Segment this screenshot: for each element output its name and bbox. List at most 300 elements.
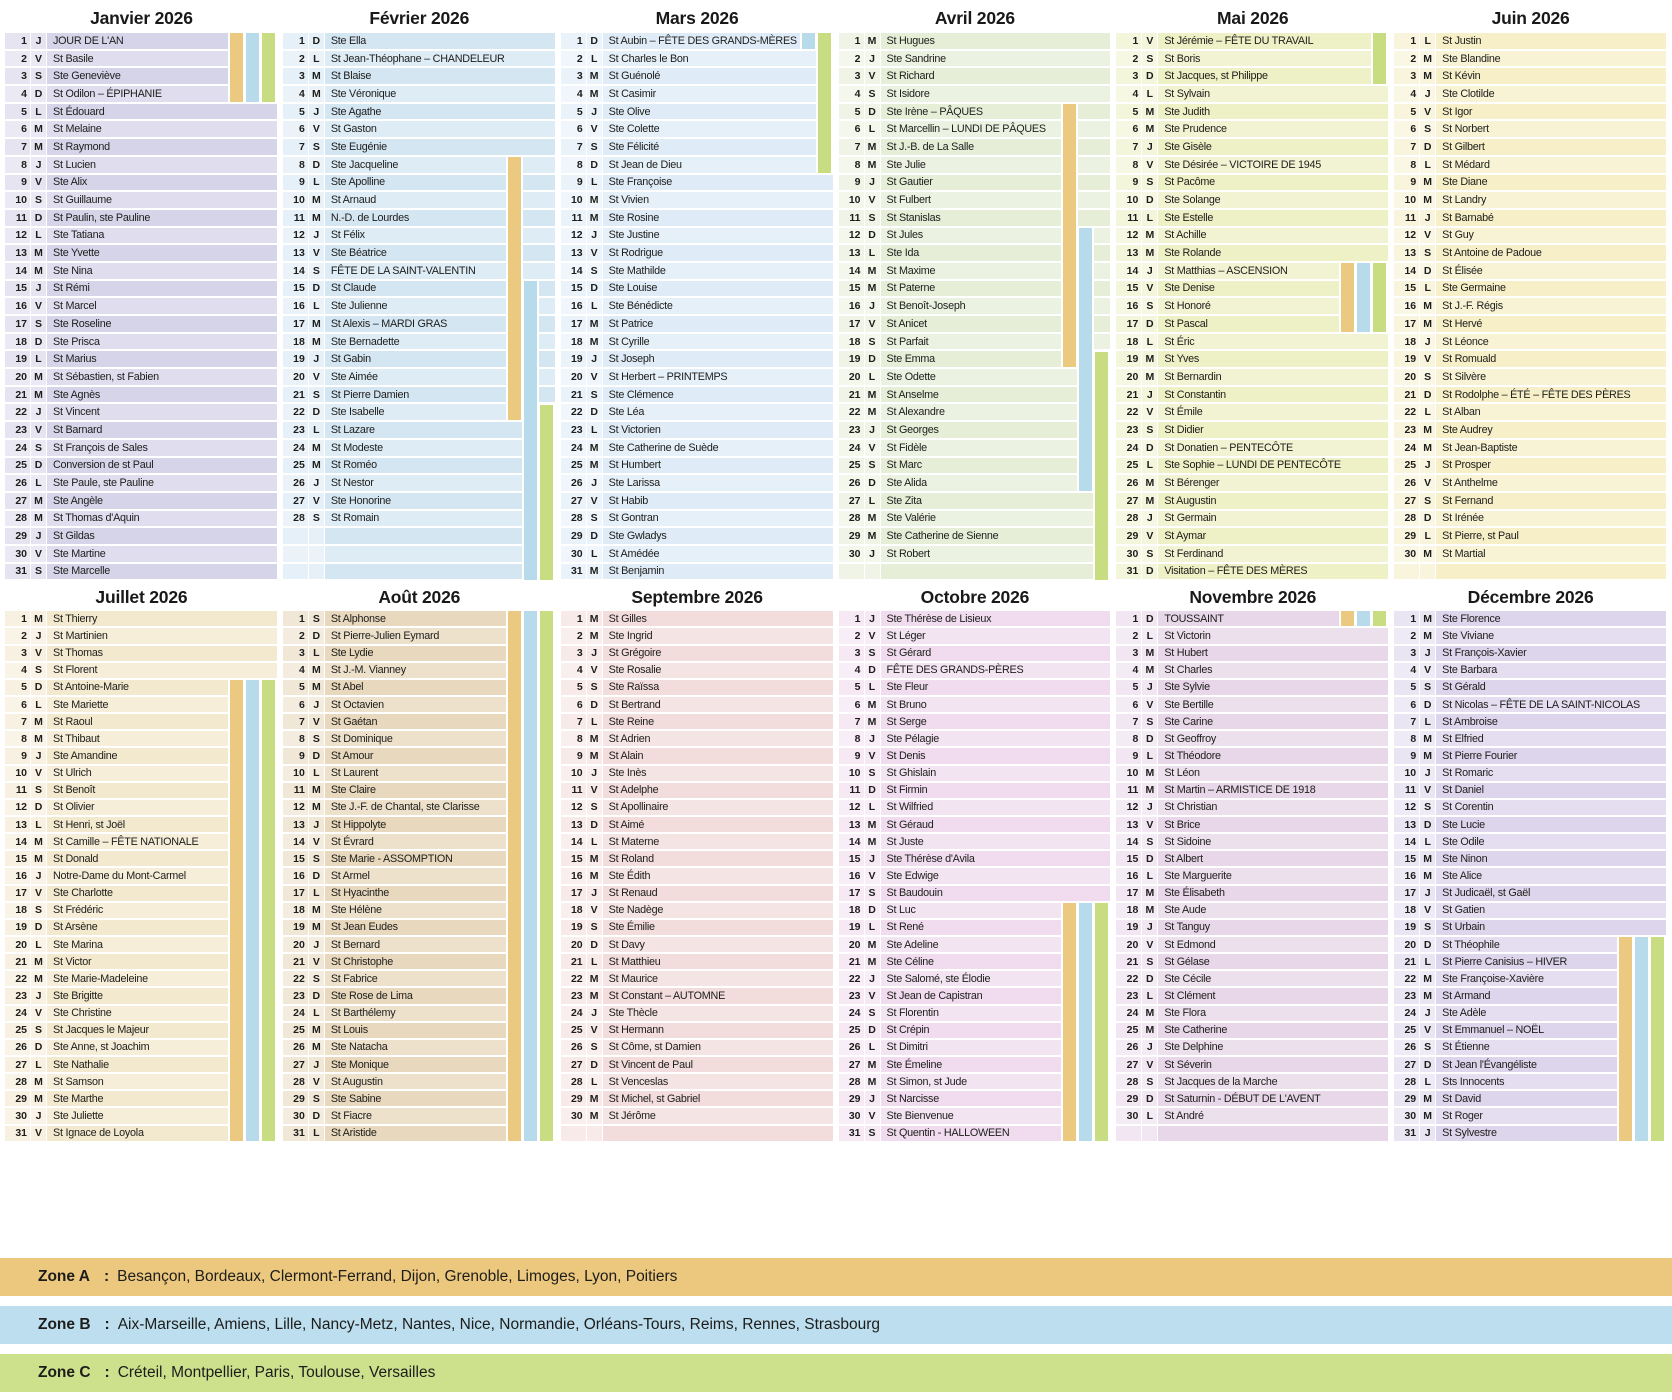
day-letter: M [1420, 192, 1435, 208]
day-letter: J [865, 546, 880, 562]
day-number: 1 [5, 611, 30, 626]
day-row [839, 85, 1112, 103]
day-letter: L [587, 714, 602, 729]
day-number: 20 [283, 369, 308, 385]
day-number: 27 [561, 1057, 586, 1072]
day-number: 8 [1394, 731, 1419, 746]
day-row [1394, 627, 1667, 644]
day-row [1116, 936, 1389, 953]
day-row [1116, 368, 1389, 386]
day-letter: L [587, 834, 602, 849]
saint-name: St Pierre Fourier [1436, 748, 1666, 763]
day-letter: M [587, 988, 602, 1003]
day-row [283, 120, 556, 138]
saint-name: Ste Françoise [603, 175, 833, 191]
day-number: 15 [5, 851, 30, 866]
day-row [561, 244, 834, 262]
day-number: 30 [839, 546, 864, 562]
day-letter: D [865, 475, 880, 491]
day-number: 6 [1394, 121, 1419, 137]
saint-name: Ste Hélène [325, 903, 555, 918]
day-letter: M [587, 334, 602, 350]
saint-name: Ste Sylvie [1158, 680, 1388, 695]
day-row [1116, 120, 1389, 138]
saint-name: Ste Thérèse de Lisieux [881, 611, 1111, 626]
day-letter [309, 564, 324, 580]
holiday-stripe-zone-a [508, 611, 521, 1141]
saint-name: Notre-Dame du Mont-Carmel [47, 868, 277, 883]
day-letter: M [587, 731, 602, 746]
saint-name: St Laurent [325, 766, 555, 781]
day-row [1116, 563, 1389, 581]
day-row [5, 262, 278, 280]
day-row [5, 244, 278, 262]
day-letter: V [865, 628, 880, 643]
saint-name: Ste Solange [1158, 192, 1388, 208]
day-number: 21 [1116, 387, 1141, 403]
day-letter: M [1420, 731, 1435, 746]
saint-name: St Dominique [325, 731, 555, 746]
day-letter: S [309, 1091, 324, 1106]
saint-name: Ste Julienne [325, 298, 555, 314]
holiday-stripe-zone-c [1373, 33, 1386, 84]
saint-name: Ste Monique [325, 1057, 555, 1072]
day-row [1394, 368, 1667, 386]
day-letter: D [587, 528, 602, 544]
saint-name: St Urbain [1436, 920, 1666, 935]
day-number: 23 [561, 988, 586, 1003]
day-number: 2 [1394, 51, 1419, 67]
day-number [283, 546, 308, 562]
day-row [5, 333, 278, 351]
month-2 [283, 6, 556, 580]
month-1 [5, 6, 278, 580]
day-number: 11 [5, 210, 30, 226]
day-number: 8 [839, 157, 864, 173]
day-row [1116, 970, 1389, 987]
day-letter: V [587, 245, 602, 261]
day-letter: M [587, 748, 602, 763]
day-row [1116, 799, 1389, 816]
day-number: 2 [1116, 51, 1141, 67]
day-number: 5 [1394, 104, 1419, 120]
saint-name: St Arsène [47, 920, 277, 935]
day-letter: V [1420, 104, 1435, 120]
day-number: 16 [1116, 298, 1141, 314]
day-row [1116, 457, 1389, 475]
day-number: 27 [1394, 493, 1419, 509]
saint-name: St François de Sales [47, 440, 277, 456]
day-letter: J [31, 281, 46, 297]
saint-name: Ste Paule, ste Pauline [47, 475, 277, 491]
day-number: 10 [561, 192, 586, 208]
day-letter: V [587, 369, 602, 385]
day-number: 10 [5, 766, 30, 781]
day-letter [1142, 1126, 1157, 1141]
day-letter: M [31, 611, 46, 626]
day-row [283, 32, 556, 50]
saint-name: St Martin – ARMISTICE DE 1918 [1158, 783, 1388, 798]
day-number: 10 [1116, 766, 1141, 781]
day-letter: S [1142, 546, 1157, 562]
day-row [1394, 120, 1667, 138]
day-number: 14 [283, 263, 308, 279]
holiday-stripe-zone-b [802, 33, 815, 49]
day-number: 3 [283, 646, 308, 661]
day-number: 30 [1394, 546, 1419, 562]
day-letter: J [1420, 334, 1435, 350]
day-letter: S [31, 316, 46, 332]
day-number: 9 [561, 175, 586, 191]
saint-name: St Simon, st Jude [881, 1074, 1111, 1089]
day-number: 28 [1394, 511, 1419, 527]
saint-name: Ste Germaine [1436, 281, 1666, 297]
saint-name: Ste Prudence [1158, 121, 1388, 137]
saint-name: St Hyacinthe [325, 886, 555, 901]
saint-name: St Charles le Bon [603, 51, 833, 67]
day-number: 14 [839, 263, 864, 279]
saint-name: Ste Catherine [1158, 1023, 1388, 1038]
day-number: 11 [1116, 210, 1141, 226]
day-letter: M [1142, 766, 1157, 781]
day-letter: V [31, 422, 46, 438]
day-row [1394, 156, 1667, 174]
day-letter: M [865, 281, 880, 297]
day-letter: S [309, 263, 324, 279]
day-row [561, 885, 834, 902]
holiday-stripe-zone-a [1063, 104, 1076, 368]
day-letter: M [309, 1040, 324, 1055]
saint-name: St Armand [1436, 988, 1666, 1003]
saint-name: St Pierre, st Paul [1436, 528, 1666, 544]
day-number: 29 [1394, 528, 1419, 544]
saint-name: St Gildas [47, 528, 277, 544]
day-letter [309, 546, 324, 562]
day-letter: M [309, 680, 324, 695]
day-row [561, 492, 834, 510]
day-number: 18 [561, 334, 586, 350]
day-number: 1 [1394, 611, 1419, 626]
saint-name: Ste Roseline [47, 316, 277, 332]
saint-name: St Marc [881, 458, 1111, 474]
day-letter: D [865, 228, 880, 244]
saint-name: St Daniel [1436, 783, 1666, 798]
day-number: 1 [561, 611, 586, 626]
saint-name: St Jean l'Évangéliste [1436, 1057, 1666, 1072]
day-number: 26 [1394, 1040, 1419, 1055]
day-letter: D [31, 210, 46, 226]
day-letter: V [865, 316, 880, 332]
saint-name: St Prosper [1436, 458, 1666, 474]
saint-name: St Boris [1158, 51, 1388, 67]
day-number: 5 [5, 680, 30, 695]
saint-name: Ste Bertille [1158, 697, 1388, 712]
day-letter: S [1420, 1040, 1435, 1055]
saint-name [325, 528, 555, 544]
saint-name: St Gatien [1436, 903, 1666, 918]
day-number: 18 [5, 334, 30, 350]
saint-name: St Ignace de Loyola [47, 1126, 277, 1141]
day-letter: V [865, 868, 880, 883]
day-number: 1 [839, 33, 864, 49]
saint-name: Ste Justine [603, 228, 833, 244]
day-number: 18 [1116, 334, 1141, 350]
day-number: 9 [1116, 748, 1141, 763]
day-letter: S [865, 1006, 880, 1021]
day-number: 10 [839, 766, 864, 781]
saint-name: Ste Thècle [603, 1006, 833, 1021]
day-row [1116, 1090, 1389, 1107]
day-letter: J [31, 1108, 46, 1123]
day-row [561, 953, 834, 970]
day-letter: M [31, 971, 46, 986]
saint-name: St Igor [1436, 104, 1666, 120]
day-row [1116, 833, 1389, 850]
saint-name: Ste Alix [47, 175, 277, 191]
day-number: 2 [283, 628, 308, 643]
saint-name: Ste Gwladys [603, 528, 833, 544]
day-number: 4 [561, 86, 586, 102]
day-row [1394, 138, 1667, 156]
day-row [561, 333, 834, 351]
saint-name: Ste Édith [603, 868, 833, 883]
saint-name: Ste Adeline [881, 937, 1111, 952]
day-number: 12 [1394, 228, 1419, 244]
saint-name: St Robert [881, 546, 1111, 562]
day-number: 17 [1116, 316, 1141, 332]
day-letter: M [587, 611, 602, 626]
day-letter: V [31, 1126, 46, 1141]
day-letter: V [587, 783, 602, 798]
saint-name: St Martial [1436, 546, 1666, 562]
day-letter: L [31, 1057, 46, 1072]
saint-name: Ste Claire [325, 783, 555, 798]
day-row [5, 627, 278, 644]
day-row [1116, 953, 1389, 970]
day-row [1116, 156, 1389, 174]
day-row [283, 50, 556, 68]
day-number: 5 [839, 680, 864, 695]
day-letter: V [1142, 33, 1157, 49]
day-row [1394, 816, 1667, 833]
day-row [1116, 67, 1389, 85]
day-number: 22 [561, 971, 586, 986]
day-letter: L [865, 800, 880, 815]
month-day-grid [5, 610, 278, 1141]
day-row [561, 679, 834, 696]
day-number: 23 [1394, 422, 1419, 438]
day-row [5, 421, 278, 439]
day-letter: M [309, 210, 324, 226]
day-number: 27 [839, 1057, 864, 1072]
day-number: 16 [839, 868, 864, 883]
day-letter: M [865, 404, 880, 420]
saint-name: St Alexis – MARDI GRAS [325, 316, 555, 332]
zone-a-label: Zone A [38, 1268, 90, 1285]
day-number: 5 [1394, 680, 1419, 695]
day-number: 7 [283, 714, 308, 729]
day-letter: V [1420, 663, 1435, 678]
day-row [5, 474, 278, 492]
month-5 [1116, 6, 1389, 580]
day-letter: M [309, 334, 324, 350]
saint-name: St Materne [603, 834, 833, 849]
day-row [1116, 713, 1389, 730]
day-row [1116, 32, 1389, 50]
day-number: 15 [1116, 851, 1141, 866]
saint-name: St Louis [325, 1023, 555, 1038]
saint-name: St Guénolé [603, 68, 833, 84]
saint-name: St Baudouin [881, 886, 1111, 901]
day-letter: S [31, 192, 46, 208]
saint-name: St Raymond [47, 139, 277, 155]
day-row [5, 120, 278, 138]
day-number: 23 [1394, 988, 1419, 1003]
day-letter: S [587, 1040, 602, 1055]
holiday-stripe-zone-c [1095, 903, 1108, 1141]
day-row [561, 510, 834, 528]
saint-name: Ste Sophie – LUNDI DE PENTECÔTE [1158, 458, 1388, 474]
day-row [561, 368, 834, 386]
empty-row [1116, 1125, 1389, 1142]
saint-name: Ste Juliette [47, 1108, 277, 1123]
saint-name: St Denis [881, 748, 1111, 763]
day-number: 17 [1394, 886, 1419, 901]
day-number: 16 [839, 298, 864, 314]
day-letter: L [309, 298, 324, 314]
day-letter: L [31, 228, 46, 244]
day-number: 21 [5, 954, 30, 969]
saint-name: Ste Fleur [881, 680, 1111, 695]
saint-name: Ste Odette [881, 369, 1111, 385]
saint-name: St Irénée [1436, 511, 1666, 527]
day-letter: S [309, 851, 324, 866]
zone-c-colon: : [104, 1364, 110, 1381]
day-letter: M [309, 1023, 324, 1038]
day-number: 14 [5, 263, 30, 279]
day-row [5, 103, 278, 121]
day-letter: S [1420, 121, 1435, 137]
day-number: 24 [283, 1006, 308, 1021]
day-number: 1 [1394, 33, 1419, 49]
day-letter: J [31, 33, 46, 49]
day-number: 28 [1116, 1074, 1141, 1089]
day-letter: L [865, 245, 880, 261]
day-letter: L [865, 493, 880, 509]
day-number: 1 [839, 611, 864, 626]
day-row [839, 421, 1112, 439]
day-row [561, 403, 834, 421]
zone-a-band [0, 1258, 1672, 1296]
day-letter: L [1142, 458, 1157, 474]
day-row [561, 627, 834, 644]
day-number: 21 [1116, 954, 1141, 969]
day-number: 13 [561, 817, 586, 832]
day-row [839, 799, 1112, 816]
day-number [1116, 1126, 1141, 1141]
day-number: 28 [1394, 1074, 1419, 1089]
day-letter: M [865, 954, 880, 969]
saint-name: St Florentin [881, 1006, 1111, 1021]
day-letter: V [1142, 404, 1157, 420]
saint-name: St Évrard [325, 834, 555, 849]
day-number: 18 [839, 334, 864, 350]
day-number: 1 [1116, 33, 1141, 49]
day-row [561, 315, 834, 333]
day-row [1116, 627, 1389, 644]
day-letter: V [1420, 903, 1435, 918]
day-number: 12 [839, 800, 864, 815]
day-number: 14 [1394, 263, 1419, 279]
saint-name: St Isidore [881, 86, 1111, 102]
saint-name: Ste Florence [1436, 611, 1666, 626]
saint-name: St Pierre Damien [325, 387, 555, 403]
saint-name: St Maxime [881, 263, 1111, 279]
day-letter: J [865, 1091, 880, 1106]
day-row [1116, 191, 1389, 209]
day-row [5, 280, 278, 298]
day-number: 12 [561, 228, 586, 244]
day-number: 5 [283, 104, 308, 120]
saint-name: Ste Céline [881, 954, 1111, 969]
saint-name: St Samson [47, 1074, 277, 1089]
saint-name: St Henri, st Joël [47, 817, 277, 832]
saint-name: Ste Clémence [603, 387, 833, 403]
holiday-stripe-zone-c [540, 405, 553, 580]
day-number: 29 [1116, 528, 1141, 544]
day-row [561, 50, 834, 68]
holiday-stripe-zone-b [1357, 611, 1370, 626]
day-row [1394, 32, 1667, 50]
day-row [561, 32, 834, 50]
saint-name: St Amour [325, 748, 555, 763]
day-number: 19 [1116, 351, 1141, 367]
day-letter: D [587, 281, 602, 297]
saint-name: Ste Flora [1158, 1006, 1388, 1021]
day-row [5, 209, 278, 227]
day-row [1394, 492, 1667, 510]
saint-name: St Stanislas [881, 210, 1111, 226]
day-row [839, 67, 1112, 85]
day-number: 16 [283, 298, 308, 314]
day-row [1116, 1005, 1389, 1022]
day-letter: M [309, 316, 324, 332]
day-number: 4 [1116, 663, 1141, 678]
day-number: 17 [561, 886, 586, 901]
day-letter: S [1142, 298, 1157, 314]
day-number: 29 [1394, 1091, 1419, 1106]
day-letter: V [865, 988, 880, 1003]
saint-name: Ste Julie [881, 157, 1111, 173]
saint-name: Ste Catherine de Suède [603, 440, 833, 456]
day-letter: M [865, 263, 880, 279]
day-letter: D [865, 663, 880, 678]
day-number: 13 [283, 817, 308, 832]
saint-name: St Jacques le Majeur [47, 1023, 277, 1038]
day-number: 6 [839, 121, 864, 137]
saint-name: St Modeste [325, 440, 555, 456]
day-row [1394, 765, 1667, 782]
day-number: 30 [5, 1108, 30, 1123]
day-row [5, 297, 278, 315]
day-row [1394, 262, 1667, 280]
day-letter: D [31, 680, 46, 695]
day-number: 23 [1116, 422, 1141, 438]
saint-name: St Barnard [47, 422, 277, 438]
saint-name: Ste Rosalie [603, 663, 833, 678]
saint-name: Ste Marcelle [47, 564, 277, 580]
day-letter: L [587, 1074, 602, 1089]
